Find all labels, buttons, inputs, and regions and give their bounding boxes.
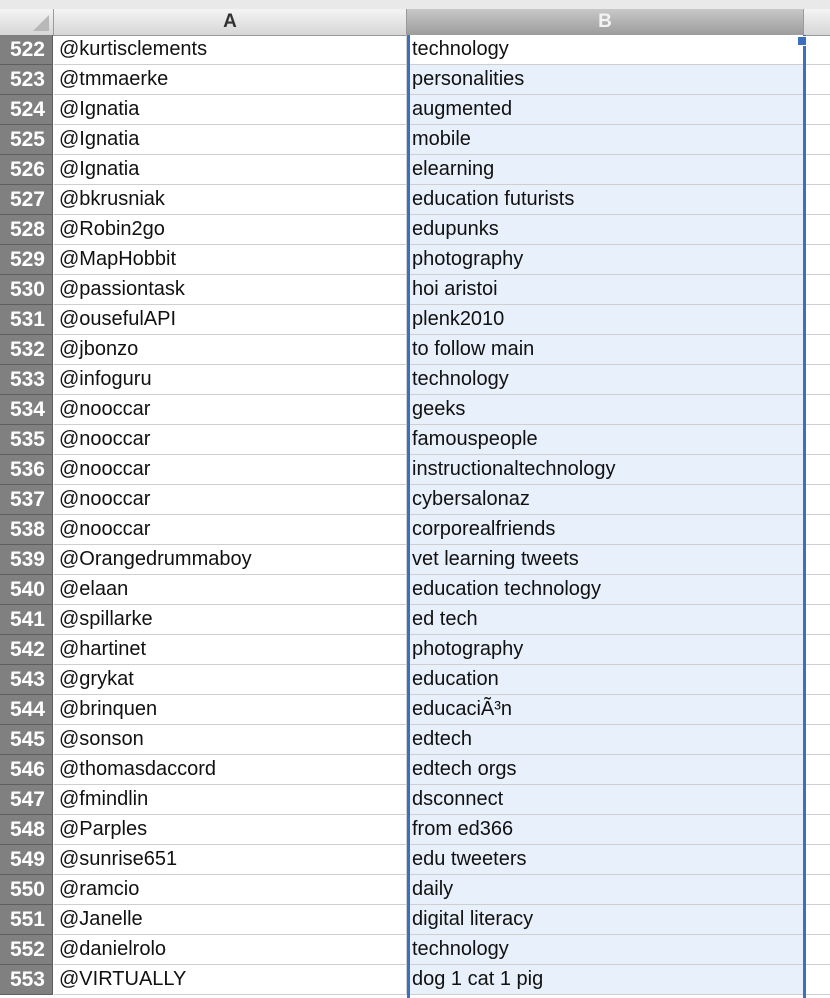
cell-a[interactable]: @danielrolo (54, 935, 407, 965)
row-header[interactable]: 548 (0, 815, 53, 845)
table-row (0, 395, 830, 425)
cell-a[interactable]: @grykat (54, 665, 407, 695)
cell-a[interactable]: @jbonzo (54, 335, 407, 365)
row-header[interactable]: 533 (0, 365, 53, 395)
table-row (0, 215, 830, 245)
table-row (0, 335, 830, 365)
cell-c[interactable] (804, 185, 830, 215)
cell-a[interactable]: @Parples (54, 815, 407, 845)
table-row (0, 665, 830, 695)
row-header[interactable]: 528 (0, 215, 53, 245)
cell-b[interactable]: photography (407, 245, 804, 275)
cell-c[interactable] (804, 695, 830, 725)
cell-b[interactable]: instructionaltechnology (407, 455, 804, 485)
row-header[interactable]: 544 (0, 695, 53, 725)
cell-a[interactable]: @Robin2go (54, 215, 407, 245)
column-header-a[interactable]: A (54, 9, 407, 35)
cell-a[interactable]: @fmindlin (54, 785, 407, 815)
row-header[interactable]: 522 (0, 35, 53, 65)
fill-handle[interactable] (797, 36, 807, 46)
table-row (0, 575, 830, 605)
table-row (0, 755, 830, 785)
cell-b[interactable]: edupunks (407, 215, 804, 245)
cell-b[interactable]: from ed366 (407, 815, 804, 845)
cell-b[interactable]: augmented (407, 95, 804, 125)
cell-a[interactable]: @brinquen (54, 695, 407, 725)
cell-c[interactable] (804, 665, 830, 695)
row-header[interactable]: 547 (0, 785, 53, 815)
cell-b[interactable]: personalities (407, 65, 804, 95)
row-header[interactable]: 551 (0, 905, 53, 935)
row-header[interactable]: 535 (0, 425, 53, 455)
row-header[interactable]: 538 (0, 515, 53, 545)
table-row (0, 695, 830, 725)
cell-a[interactable]: @MapHobbit (54, 245, 407, 275)
row-header[interactable]: 549 (0, 845, 53, 875)
cell-a[interactable]: @elaan (54, 575, 407, 605)
select-all-corner[interactable] (0, 9, 54, 35)
cell-c[interactable] (804, 455, 830, 485)
cell-b[interactable]: technology (407, 935, 804, 965)
cell-c[interactable] (804, 365, 830, 395)
cell-c[interactable] (804, 815, 830, 845)
row-header[interactable]: 523 (0, 65, 53, 95)
table-row (0, 95, 830, 125)
cell-a[interactable]: @thomasdaccord (54, 755, 407, 785)
row-header[interactable]: 536 (0, 455, 53, 485)
cell-a[interactable]: @ousefulAPI (54, 305, 407, 335)
cell-a[interactable]: @nooccar (54, 425, 407, 455)
row-header[interactable]: 546 (0, 755, 53, 785)
row-header[interactable]: 524 (0, 95, 53, 125)
cell-c[interactable] (804, 605, 830, 635)
table-row (0, 305, 830, 335)
row-header[interactable]: 525 (0, 125, 53, 155)
cell-c[interactable] (804, 575, 830, 605)
cell-b[interactable]: educaciÃ³n (407, 695, 804, 725)
table-row (0, 815, 830, 845)
grid-rows (0, 35, 830, 995)
table-row (0, 155, 830, 185)
table-row (0, 845, 830, 875)
cell-a[interactable]: @infoguru (54, 365, 407, 395)
cell-c[interactable] (804, 275, 830, 305)
cell-b[interactable]: hoi aristoi (407, 275, 804, 305)
cell-b[interactable]: digital literacy (407, 905, 804, 935)
cell-c[interactable] (804, 935, 830, 965)
table-row (0, 35, 830, 65)
cell-a[interactable]: @sonson (54, 725, 407, 755)
row-header[interactable]: 550 (0, 875, 53, 905)
column-header-c[interactable] (804, 9, 830, 35)
cell-a[interactable]: @hartinet (54, 635, 407, 665)
table-row (0, 245, 830, 275)
cell-c[interactable] (804, 305, 830, 335)
cell-a[interactable]: @passiontask (54, 275, 407, 305)
cell-a[interactable]: @sunrise651 (54, 845, 407, 875)
cell-b[interactable]: education futurists (407, 185, 804, 215)
cell-a[interactable]: @ramcio (54, 875, 407, 905)
table-row (0, 455, 830, 485)
cell-b[interactable]: education (407, 665, 804, 695)
cell-c[interactable] (804, 425, 830, 455)
cell-c[interactable] (804, 155, 830, 185)
table-row (0, 605, 830, 635)
cell-b[interactable]: edu tweeters (407, 845, 804, 875)
table-row (0, 905, 830, 935)
cell-c[interactable] (804, 905, 830, 935)
row-header[interactable]: 552 (0, 935, 53, 965)
table-row (0, 65, 830, 95)
table-row (0, 635, 830, 665)
cell-b[interactable]: dog 1 cat 1 pig (407, 965, 804, 995)
cell-c[interactable] (804, 845, 830, 875)
cell-a[interactable]: @spillarke (54, 605, 407, 635)
cell-b[interactable]: education technology (407, 575, 804, 605)
table-row (0, 965, 830, 995)
cell-b[interactable]: photography (407, 635, 804, 665)
cell-b[interactable]: famouspeople (407, 425, 804, 455)
row-header[interactable]: 531 (0, 305, 53, 335)
cell-c[interactable] (804, 785, 830, 815)
cell-c[interactable] (804, 635, 830, 665)
cell-c[interactable] (804, 485, 830, 515)
row-header[interactable]: 527 (0, 185, 53, 215)
cell-c[interactable] (804, 515, 830, 545)
select-all-triangle-icon (33, 15, 49, 31)
row-header[interactable]: 539 (0, 545, 53, 575)
cell-b[interactable]: to follow main (407, 335, 804, 365)
table-row (0, 725, 830, 755)
cell-b[interactable]: cybersalonaz (407, 485, 804, 515)
row-header[interactable]: 542 (0, 635, 53, 665)
row-header[interactable]: 553 (0, 965, 53, 995)
cell-b[interactable]: technology (407, 365, 804, 395)
table-row (0, 365, 830, 395)
row-header[interactable]: 545 (0, 725, 53, 755)
row-header[interactable]: 543 (0, 665, 53, 695)
cell-b[interactable]: daily (407, 875, 804, 905)
cell-b[interactable]: corporealfriends (407, 515, 804, 545)
row-header[interactable]: 540 (0, 575, 53, 605)
row-header[interactable]: 541 (0, 605, 53, 635)
table-row (0, 185, 830, 215)
cell-b[interactable]: edtech orgs (407, 755, 804, 785)
cell-c[interactable] (804, 965, 830, 995)
table-row (0, 425, 830, 455)
cell-b[interactable]: mobile (407, 125, 804, 155)
cell-c[interactable] (804, 95, 830, 125)
table-row (0, 935, 830, 965)
cell-a[interactable]: @nooccar (54, 515, 407, 545)
cell-b[interactable]: geeks (407, 395, 804, 425)
cell-a[interactable]: @kurtisclements (54, 35, 407, 65)
table-row (0, 785, 830, 815)
cell-b[interactable]: edtech (407, 725, 804, 755)
cell-a[interactable]: @Ignatia (54, 155, 407, 185)
table-row (0, 485, 830, 515)
row-header[interactable]: 537 (0, 485, 53, 515)
cell-a[interactable]: @nooccar (54, 395, 407, 425)
row-header[interactable]: 529 (0, 245, 53, 275)
cell-c[interactable] (804, 545, 830, 575)
cell-a[interactable]: @Orangedrummaboy (54, 545, 407, 575)
row-header[interactable]: 534 (0, 395, 53, 425)
active-cell-b[interactable]: technology (407, 35, 804, 65)
table-row (0, 275, 830, 305)
cell-b[interactable]: ed tech (407, 605, 804, 635)
column-header-b[interactable]: B (407, 9, 804, 35)
cell-a[interactable]: @tmmaerke (54, 65, 407, 95)
table-row (0, 875, 830, 905)
table-row (0, 545, 830, 575)
cell-c[interactable] (804, 215, 830, 245)
cell-c[interactable] (804, 875, 830, 905)
cell-a[interactable]: @Ignatia (54, 125, 407, 155)
row-header[interactable]: 526 (0, 155, 53, 185)
cell-c[interactable] (804, 35, 830, 65)
table-row (0, 515, 830, 545)
table-row (0, 125, 830, 155)
cell-a[interactable]: @nooccar (54, 455, 407, 485)
cell-c[interactable] (804, 395, 830, 425)
cell-c[interactable] (804, 125, 830, 155)
cell-a[interactable]: @Janelle (54, 905, 407, 935)
cell-c[interactable] (804, 755, 830, 785)
column-header-row (0, 9, 830, 36)
cell-a[interactable]: @nooccar (54, 485, 407, 515)
cell-c[interactable] (804, 335, 830, 365)
cell-b[interactable]: vet learning tweets (407, 545, 804, 575)
cell-b[interactable]: elearning (407, 155, 804, 185)
row-header[interactable]: 532 (0, 335, 53, 365)
cell-c[interactable] (804, 65, 830, 95)
row-header[interactable]: 530 (0, 275, 53, 305)
cell-c[interactable] (804, 725, 830, 755)
cell-c[interactable] (804, 245, 830, 275)
cell-a[interactable]: @VIRTUALLY (54, 965, 407, 995)
cell-b[interactable]: plenk2010 (407, 305, 804, 335)
cell-a[interactable]: @Ignatia (54, 95, 407, 125)
cell-b[interactable]: dsconnect (407, 785, 804, 815)
cell-a[interactable]: @bkrusniak (54, 185, 407, 215)
